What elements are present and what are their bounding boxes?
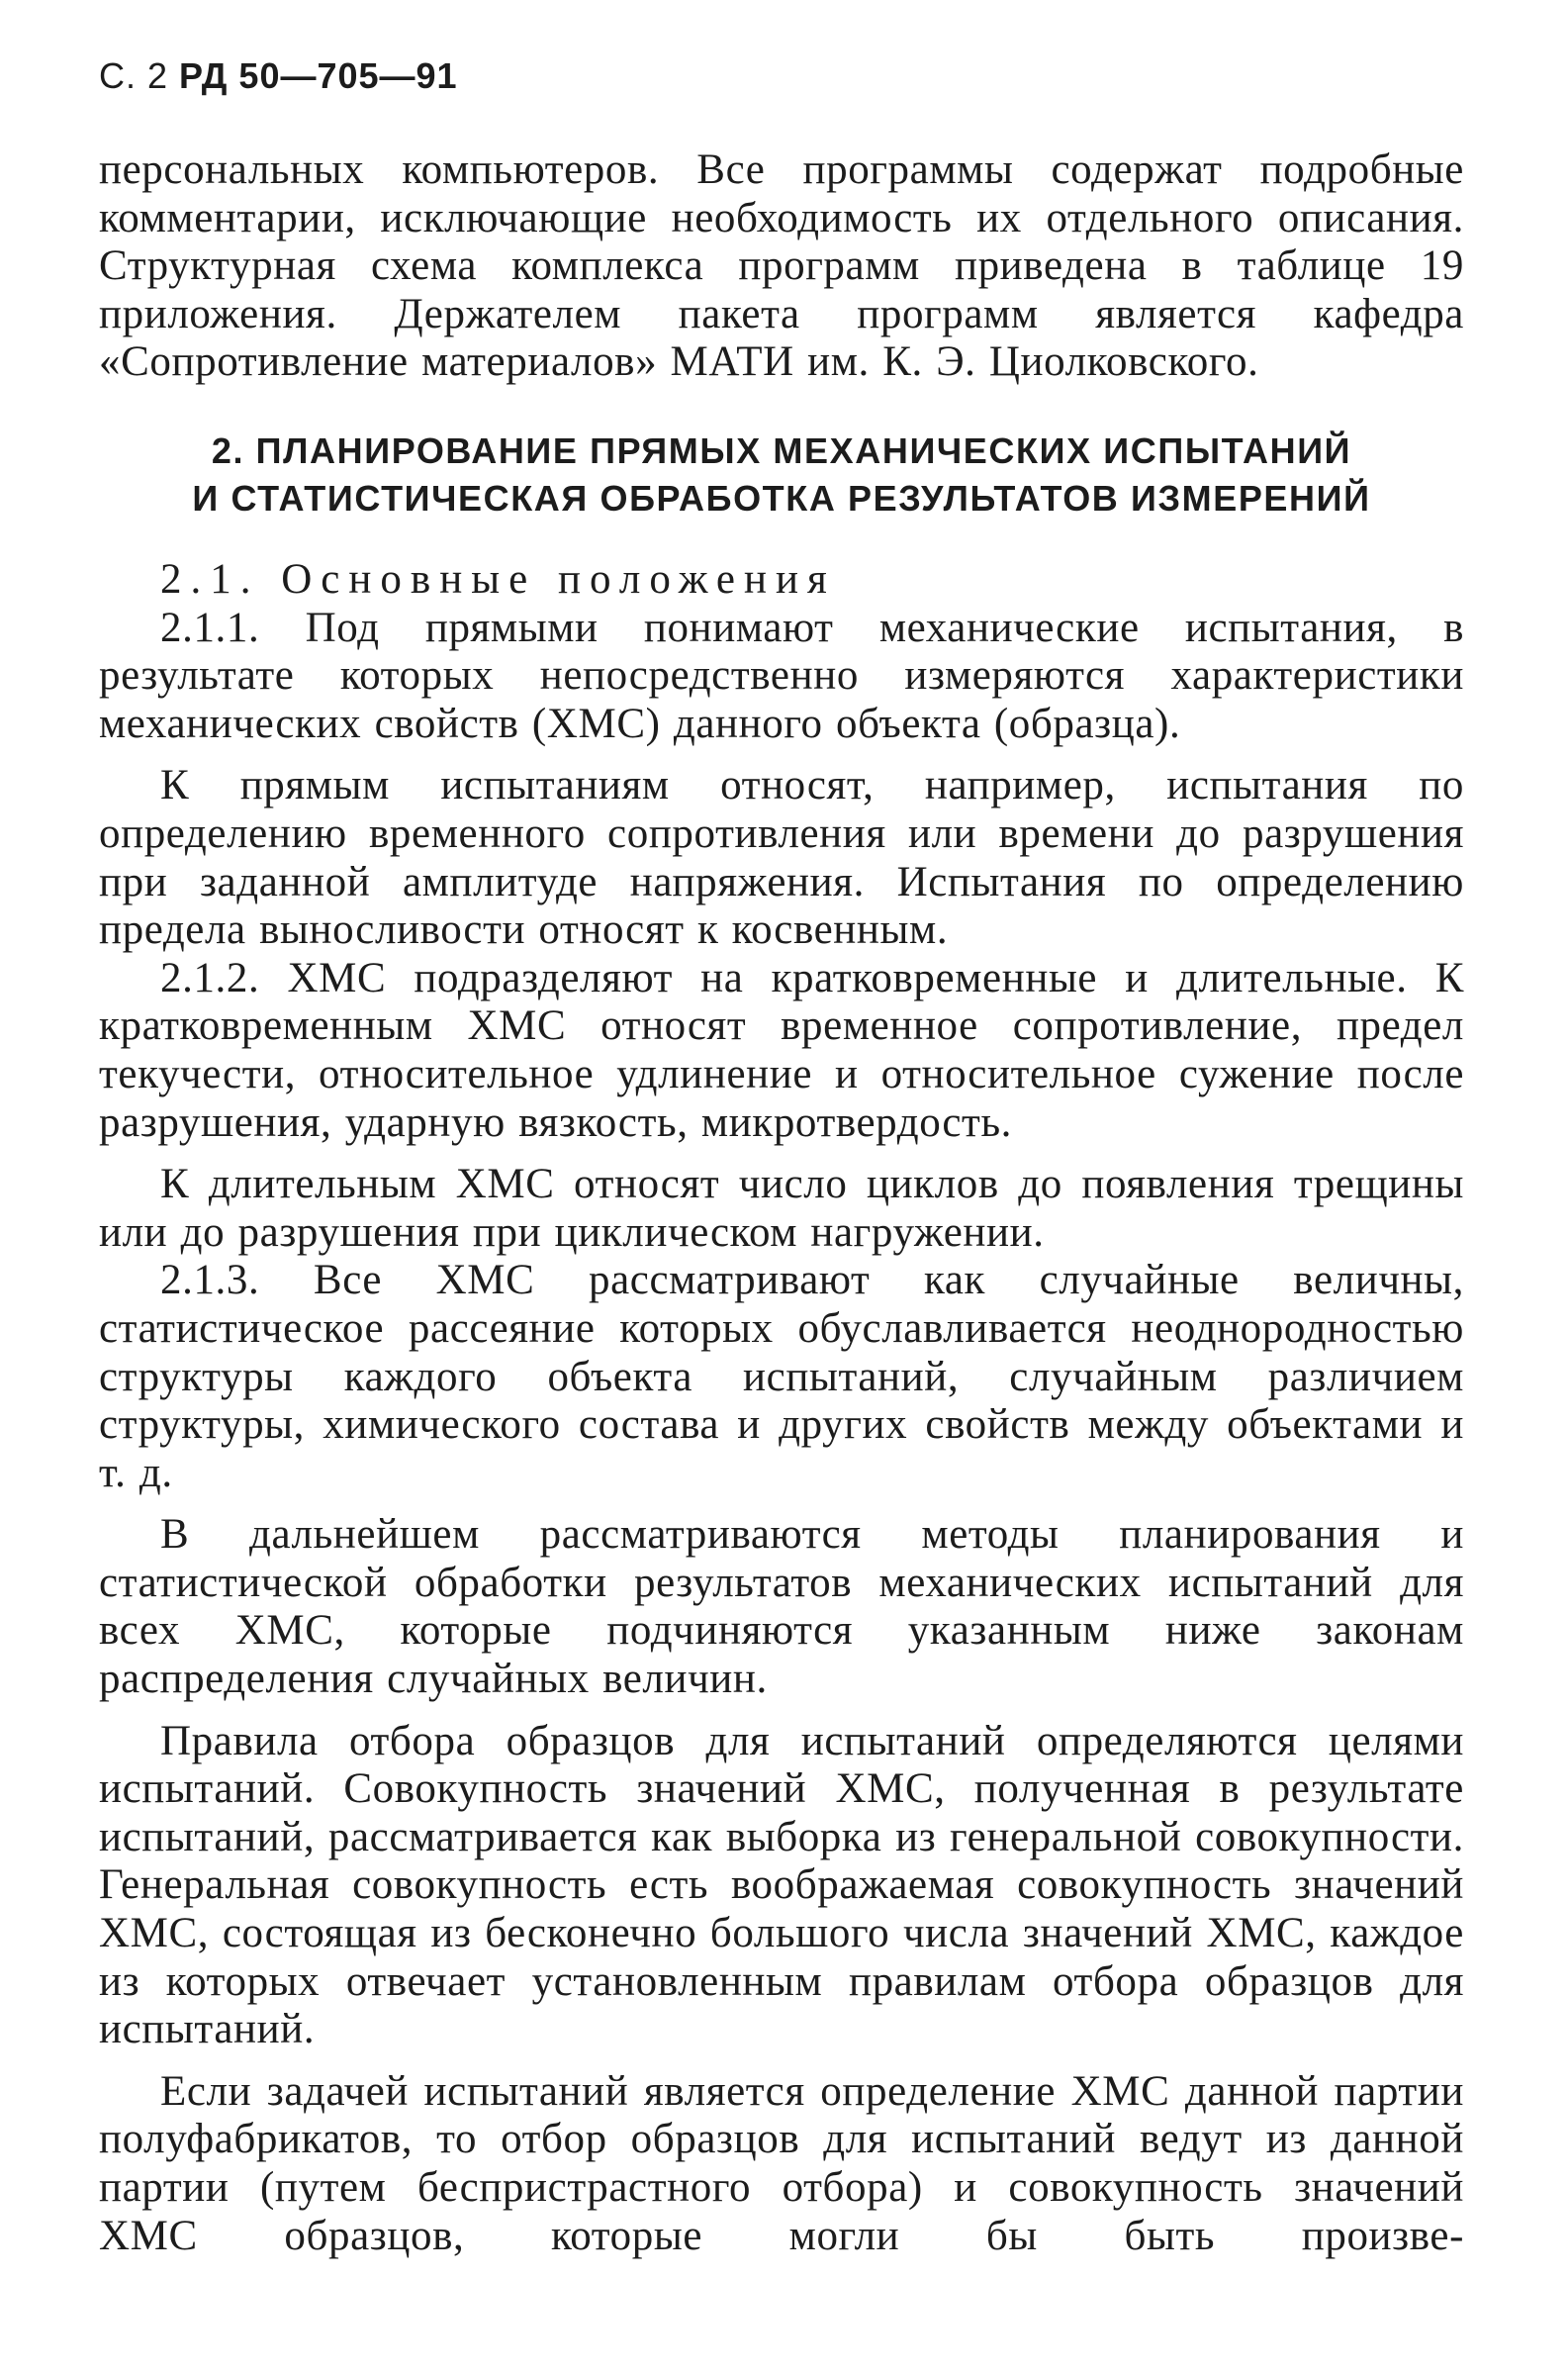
paragraph-long-term: К длительным ХМС относят число циклов до появления трещины или до разрушения при циклическом нагружении. <box>99 1161 1464 1256</box>
paragraph-2-1-3: 2.1.3. Все ХМС рассматривают как случайные величны, статистическое рассеяние которых обуславливается неоднородностью структуры каждого объекта испытаний, случайным различием структуры, химического состава и других свойств между объектами и т. д. <box>99 1257 1464 1496</box>
subsection-title: Основные положения <box>281 556 836 603</box>
paragraph-direct-tests: К прямым испытаниям относят, например, испытания по определению временного сопротивления или времени до разрушения при заданной амплитуде напряжения. Испытания по определению предела выносливости относят к косвенным. <box>99 762 1464 954</box>
paragraph-2-1-2: 2.1.2. ХМС подразделяют на кратковременные и длительные. К кратковременным ХМС относят временное сопротивление, предел текучести, относительное удлинение и относительное сужение после разрушения, ударную вязкость, микротвердость. <box>99 954 1464 1146</box>
subsection-heading <box>99 556 1464 605</box>
page-header <box>99 51 458 98</box>
intro-paragraph: персональных компьютеров. Все программы содержат подробные комментарии, исключающие необходимость их отдельного описания. Структурная схема комплекса программ приведена в таблице 19 приложения. Держателем пакета программ является кафедра «Сопротивление материалов» МАТИ им. К. Э. Циолковского. <box>99 146 1464 386</box>
paragraph-methods: В дальнейшем рассматриваются методы планирования и статистической обработки результатов механических испытаний для всех ХМС, которые подчиняются указанным ниже законам распределения случайных величин. <box>99 1511 1464 1703</box>
paragraph-2-1-1: 2.1.1. Под прямыми понимают механические испытания, в результате которых непосредственно измеряются характеристики механических свойств (ХМС) данного объекта (образца). <box>99 604 1464 747</box>
paragraph-sampling-rules: Правила отбора образцов для испытаний определяются целями испытаний. Совокупность значений ХМС, полученная в результате испытаний, рассматривается как выборка из генеральной совокупности. Генеральная совокупность есть воображаемая совокупность значений ХМС, состоящая из бесконечно большого числа значений ХМС, каждое из которых отвечает установленным правилам отбора образцов для испытаний. <box>99 1717 1464 2053</box>
section-title-line-1: 2. ПЛАНИРОВАНИЕ ПРЯМЫХ МЕХАНИЧЕСКИХ ИСПЫТАНИЙ <box>211 430 1352 471</box>
subsection-number: 2.1. <box>160 556 260 603</box>
section-title <box>99 428 1464 522</box>
paragraph-batch-sampling: Если задачей испытаний является определение ХМС данной партии полуфабрикатов, то отбор образцов для испытаний ведут из данной партии (путем беспристрастного отбора) и совокупность значений ХМС образцов, которые могли бы быть произве- <box>99 2067 1464 2259</box>
document-code: РД 50—705—91 <box>179 55 458 96</box>
section-title-line-2: И СТАТИСТИЧЕСКАЯ ОБРАБОТКА РЕЗУЛЬТАТОВ ИЗМЕРЕНИЙ <box>192 478 1371 519</box>
page-number: С. 2 <box>99 55 169 96</box>
intro-text-block <box>99 146 1464 387</box>
body-text-block <box>99 556 1464 2260</box>
